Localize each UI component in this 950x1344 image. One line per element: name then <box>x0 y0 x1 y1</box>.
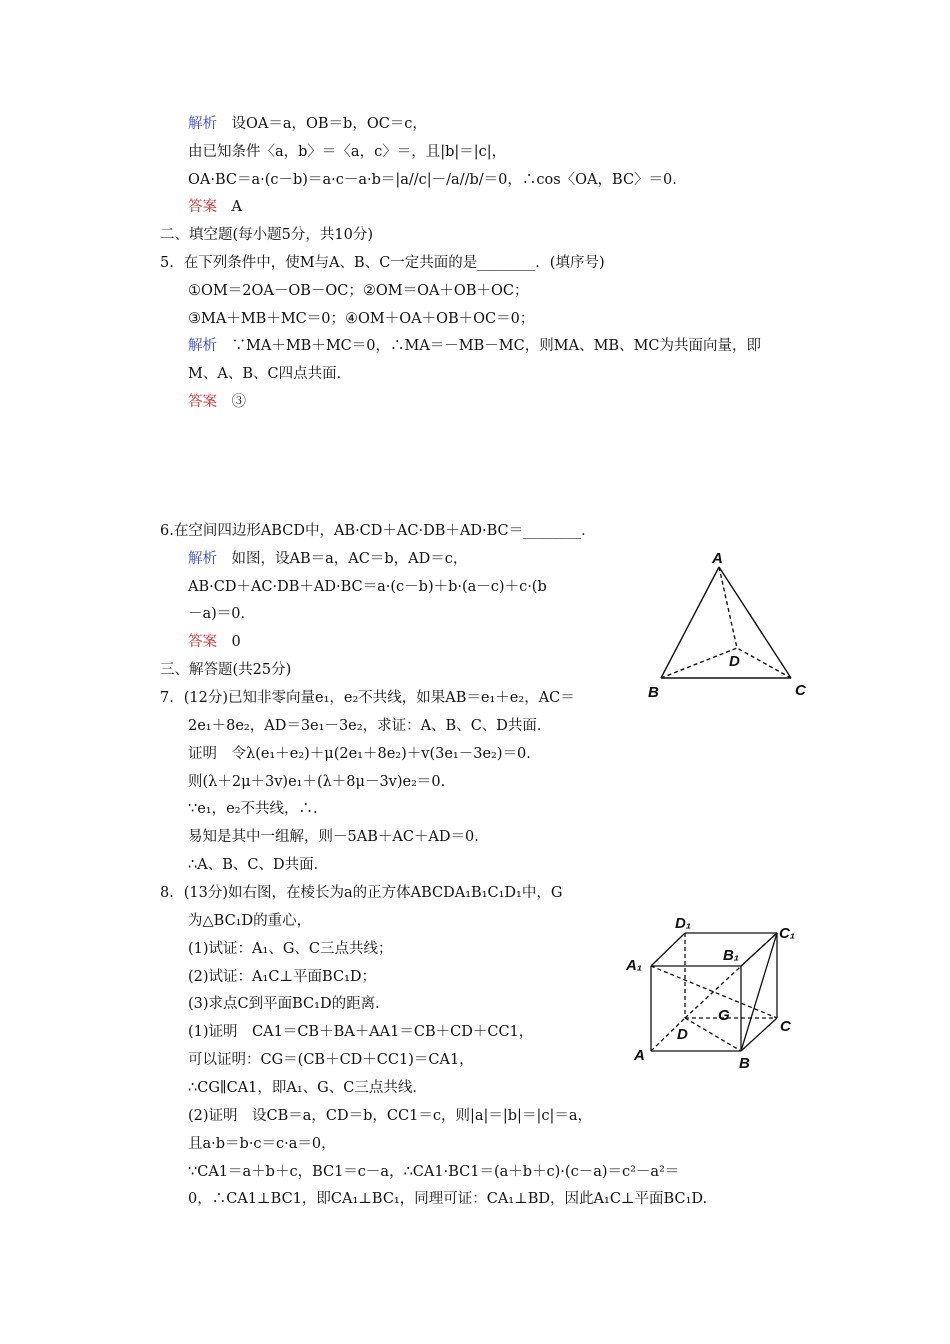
text-line <box>188 142 506 162</box>
line-text: 可以证明：CG＝(CB＋CD＋CC1)＝CA1， <box>188 1052 474 1068</box>
text-line <box>188 1162 679 1182</box>
tetra-label-d: D <box>729 653 740 670</box>
text-line <box>160 521 596 541</box>
line-text: (1)试证：A₁、G、C三点共线； <box>188 941 393 957</box>
text-line <box>188 744 531 764</box>
cube-label-a: A <box>634 1047 645 1064</box>
line-text: ∵e₁，e₂不共线，∴. <box>188 801 318 817</box>
text-line <box>188 336 761 356</box>
line-text: 6.在空间四边形ABCD中，AB·CD＋AC·DB＋AD·BC＝________． <box>160 523 596 539</box>
text-line <box>188 604 255 624</box>
cube-label-a1: A₁ <box>626 957 643 974</box>
line-text: 0，∴CA1⊥BC1，即CA₁⊥BC₁，同理可证：CA₁⊥BD，因此A₁C⊥平面BC₁D. <box>188 1191 708 1207</box>
text-line <box>188 549 467 569</box>
text-line <box>160 253 605 273</box>
analysis-label: 解析 <box>188 116 217 132</box>
line-text: －a)＝0． <box>188 606 256 622</box>
cube-label-b1: B₁ <box>723 947 740 964</box>
text-line <box>188 967 376 987</box>
line-text: 二、填空题(每小题5分，共10分) <box>160 227 373 243</box>
cube-label-d: D <box>677 1026 688 1043</box>
text-line <box>188 994 390 1014</box>
line-text: ③MA＋MB＋MC＝0；④OM＋OA＋OB＋OC＝0； <box>188 311 535 327</box>
cube-label-g: G <box>718 1007 730 1024</box>
cube-label-c1: C₁ <box>779 925 796 942</box>
line-text: OA·BC＝a·(c－b)＝a·c－a·b＝|a//c|－/a//b/＝0，∴cos〈OA，BC〉＝0. <box>188 172 677 188</box>
text-line <box>188 114 427 134</box>
line-text: A <box>217 199 242 215</box>
line-text: 为△BC₁D的重心， <box>188 913 312 929</box>
tetra-label-a: A <box>712 550 723 567</box>
tetrahedron-figure <box>640 545 820 705</box>
line-text: 设OA＝a，OB＝b，OC＝c， <box>217 116 427 132</box>
line-text: ∴CG∥CA1，即A₁、G、C三点共线． <box>188 1080 427 1096</box>
text-line <box>160 688 575 708</box>
text-line <box>188 281 528 301</box>
line-text: 8．(13分)如右图，在棱长为a的正方体ABCDA₁B₁C₁D₁中，G <box>160 885 563 901</box>
cube-label-c: C <box>780 1018 791 1035</box>
line-text: ∵CA1＝a＋b＋c，BC1＝c－a，∴CA1·BC1＝(a＋b＋c)·(c－a)＝c²－a²＝ <box>188 1164 680 1180</box>
line-text: 且a·b＝b·c＝c·a＝0， <box>188 1136 336 1152</box>
line-text: AB·CD＋AC·DB＋AD·BC＝a·(c－b)＋b·(a－c)＋c·(b <box>188 579 547 595</box>
line-text: 则(λ＋2μ＋3v)e₁＋(λ＋8μ－3v)e₂＝0. <box>188 774 446 790</box>
text-line <box>188 197 242 217</box>
text-line <box>188 632 241 652</box>
text-line <box>188 855 328 875</box>
text-line <box>188 1022 533 1042</box>
line-text: (3)求点C到平面BC₁D的距离． <box>188 996 390 1012</box>
line-text: 7．(12分)已知非零向量e₁，e₂不共线，如果AB＝e₁＋e₂，AC＝ <box>160 690 575 706</box>
analysis-label: 解析 <box>188 551 217 567</box>
line-text: ①OM＝2OA－OB－OC；②OM＝OA＋OB＋OC； <box>188 283 529 299</box>
text-line <box>188 716 551 736</box>
tetra-label-c: C <box>795 682 806 699</box>
line-text: 易知是其中一组解，则－5AB＋AC＋AD＝0. <box>188 829 479 845</box>
text-line <box>188 170 677 190</box>
line-text: 如图，设AB＝a，AC＝b，AD＝c， <box>217 551 468 567</box>
line-text: ∴A、B、C、D共面． <box>188 857 329 873</box>
text-line <box>160 883 562 903</box>
text-line <box>188 1106 592 1126</box>
analysis-label: 解析 <box>188 338 217 354</box>
line-text: 2e₁＋8e₂，AD＝3e₁－3e₂，求证：A、B、C、D共面． <box>188 718 552 734</box>
line-text: (1)证明 CA1＝CB＋BA＋AA1＝CB＋CD＋CC1， <box>188 1024 534 1040</box>
answer-label: 答案 <box>188 394 217 410</box>
line-text: 由已知条件〈a，b〉＝〈a，c〉＝，且|b|＝|c|， <box>188 144 507 160</box>
text-line <box>160 660 291 680</box>
line-text: 证明 令λ(e₁＋e₂)＋μ(2e₁＋8e₂)＋v(3e₁－3e₂)＝0. <box>188 746 531 762</box>
answer-label: 答案 <box>188 199 217 215</box>
line-text: (2)证明 设CB＝a，CD＝b，CC1＝c，则|a|＝|b|＝|c|＝a， <box>188 1108 592 1124</box>
text-line <box>160 225 373 245</box>
text-line <box>188 911 311 931</box>
cube-figure <box>625 908 815 1073</box>
text-line <box>188 1078 427 1098</box>
line-text: 5．在下列条件中，使M与A、B、C一定共面的是________．(填序号) <box>160 255 605 271</box>
cube-label-d1: D₁ <box>675 915 692 932</box>
line-text: (2)试证：A₁C⊥平面BC₁D； <box>188 969 377 985</box>
line-text: 0 <box>217 634 241 650</box>
text-line <box>188 1050 474 1070</box>
text-line <box>188 364 351 384</box>
text-line <box>188 577 547 597</box>
text-line <box>188 1134 336 1154</box>
text-line <box>188 827 479 847</box>
line-text: ③ <box>217 394 246 410</box>
text-line <box>188 939 393 959</box>
line-text: M、A、B、C四点共面． <box>188 366 352 382</box>
answer-label: 答案 <box>188 634 217 650</box>
text-line <box>188 772 445 792</box>
tetra-label-b: B <box>648 684 659 701</box>
text-line <box>188 799 318 819</box>
line-text: 三、解答题(共25分) <box>160 662 292 678</box>
line-text: ∵MA＋MB＋MC＝0，∴MA＝－MB－MC，则MA、MB、MC为共面向量，即 <box>217 338 762 354</box>
text-line <box>188 392 246 412</box>
text-line <box>188 309 534 329</box>
cube-label-b: B <box>739 1055 750 1072</box>
text-line <box>188 1189 707 1209</box>
